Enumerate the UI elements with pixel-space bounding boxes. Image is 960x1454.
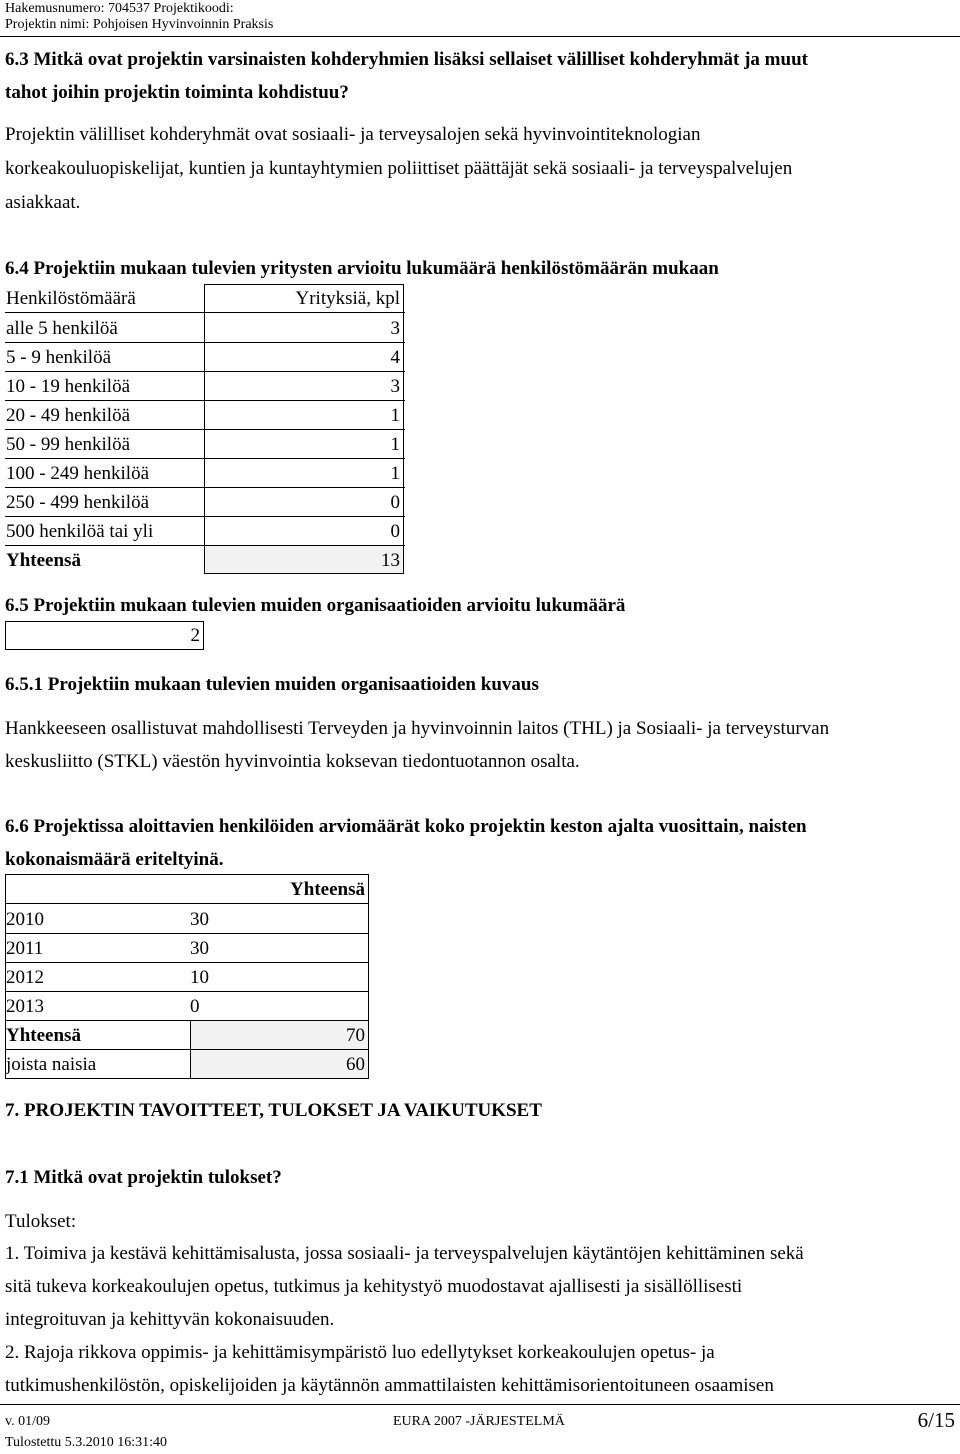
system-label: EURA 2007 -JÄRJESTELMÄ [393,1414,565,1429]
page-number: 6/15 [917,1408,955,1432]
women-value: 60 [346,1054,365,1075]
section-6-3-title-2: tahot joihin projektin toiminta kohdistuu? [5,82,349,103]
section-6-6-title-1: 6.6 Projektissa aloittavien henkilöiden arviomäärät koko projektin keston ajalta vuosittain, naisten [5,816,807,837]
results-line-3: integroituvan ja kehittyvän kokonaisuuden. [5,1309,335,1330]
year-value: 10 [190,967,209,988]
year-value: 30 [190,909,209,930]
section-6-3-title-1: 6.3 Mitkä ovat projektin varsinaisten kohderyhmien lisäksi sellaiset välilliset kohderyhmät ja muut [5,49,808,70]
row-label: 20 - 49 henkilöä [6,405,131,426]
row-label: 5 - 9 henkilöä [6,347,112,368]
total-value: 13 [381,550,400,571]
column-header-count: Yrityksiä, kpl [295,288,400,309]
total-value: 70 [346,1025,365,1046]
row-label: 500 henkilöä tai yli [6,521,154,542]
row-label: 10 - 19 henkilöä [6,376,131,397]
row-value: 1 [390,463,400,484]
results-line-4: 2. Rajoja rikkova oppimis- ja kehittämisympäristö luo edellytykset korkeakoulujen opetus- ja [5,1342,715,1363]
header-divider [0,36,960,37]
row-label: alle 5 henkilöä [6,318,118,339]
total-label: Yhteensä [6,1025,81,1046]
total-label: Yhteensä [6,550,81,571]
section-6-5-title: 6.5 Projektiin mukaan tulevien muiden organisaatioiden arvioitu lukumäärä [5,595,626,616]
results-line-5: tutkimushenkilöstön, opiskelijoiden ja käytännön ammattilaisten kehittämisorientoituneen osaamisen [5,1375,774,1396]
project-name: Projektin nimi: Pohjoisen Hyvinvoinnin Praksis [5,17,274,32]
row-value: 0 [390,492,400,513]
row-value: 3 [390,376,400,397]
print-timestamp: Tulostettu 5.3.2010 16:31:40 [5,1435,168,1450]
year-value: 30 [190,938,209,959]
application-number: Hakemusnumero: 704537 Projektikoodi: [5,1,234,16]
version-label: v. 01/09 [5,1414,50,1429]
section-6-5-1-text-2: keskusliitto (STKL) väestön hyvinvointia koksevan tiedontuotannon osalta. [5,751,580,772]
row-value: 3 [390,318,400,339]
column-header-size: Henkilöstömäärä [6,288,136,309]
year-label: 2012 [6,967,44,988]
row-value: 4 [390,347,400,368]
footer-divider [0,1404,960,1405]
row-value: 1 [390,434,400,455]
section-6-5-1-title: 6.5.1 Projektiin mukaan tulevien muiden organisaatioiden kuvaus [5,674,539,695]
results-label: Tulokset: [5,1211,77,1232]
section-6-6-title-2: kokonaismäärä eriteltyinä. [5,849,224,870]
row-label: 100 - 249 henkilöä [6,463,150,484]
year-label: 2010 [6,909,44,930]
row-label: 50 - 99 henkilöä [6,434,131,455]
organisation-count-value: 2 [190,625,200,646]
row-value: 0 [390,521,400,542]
year-label: 2011 [6,938,44,959]
section-6-4-title: 6.4 Projektiin mukaan tulevien yritysten arvioitu lukumäärä henkilöstömäärän mukaan [5,258,719,279]
results-line-2: sitä tukeva korkeakoulujen opetus, tutkimus ja kehitystyö muodostavat ajallisesti ja sisällöllisesti [5,1276,743,1297]
section-6-3-answer-1: Projektin välilliset kohderyhmät ovat sosiaali- ja terveysalojen sekä hyvinvointiteknologian [5,124,701,145]
results-line-1: 1. Toimiva ja kestävä kehittämisalusta, jossa sosiaali- ja terveyspalvelujen käytäntöjen kehittäminen sekä [5,1243,804,1264]
year-label: 2013 [6,996,44,1017]
section-7-title: 7. PROJEKTIN TAVOITTEET, TULOKSET JA VAIKUTUKSET [5,1100,542,1121]
year-value: 0 [190,996,200,1017]
column-header-total: Yhteensä [290,879,365,900]
section-7-1-title: 7.1 Mitkä ovat projektin tulokset? [5,1167,282,1188]
row-label: 250 - 499 henkilöä [6,492,150,513]
section-6-3-answer-2: korkeakouluopiskelijat, kuntien ja kuntayhtymien poliittiset päättäjät sekä sosiaali- ja terveyspalvelujen [5,158,793,179]
section-6-5-1-text-1: Hankkeeseen osallistuvat mahdollisesti Terveyden ja hyvinvoinnin laitos (THL) ja Sosiaali- ja terveysturvan [5,718,830,739]
row-value: 1 [390,405,400,426]
women-label: joista naisia [6,1054,97,1075]
section-6-3-answer-3: asiakkaat. [5,192,81,213]
